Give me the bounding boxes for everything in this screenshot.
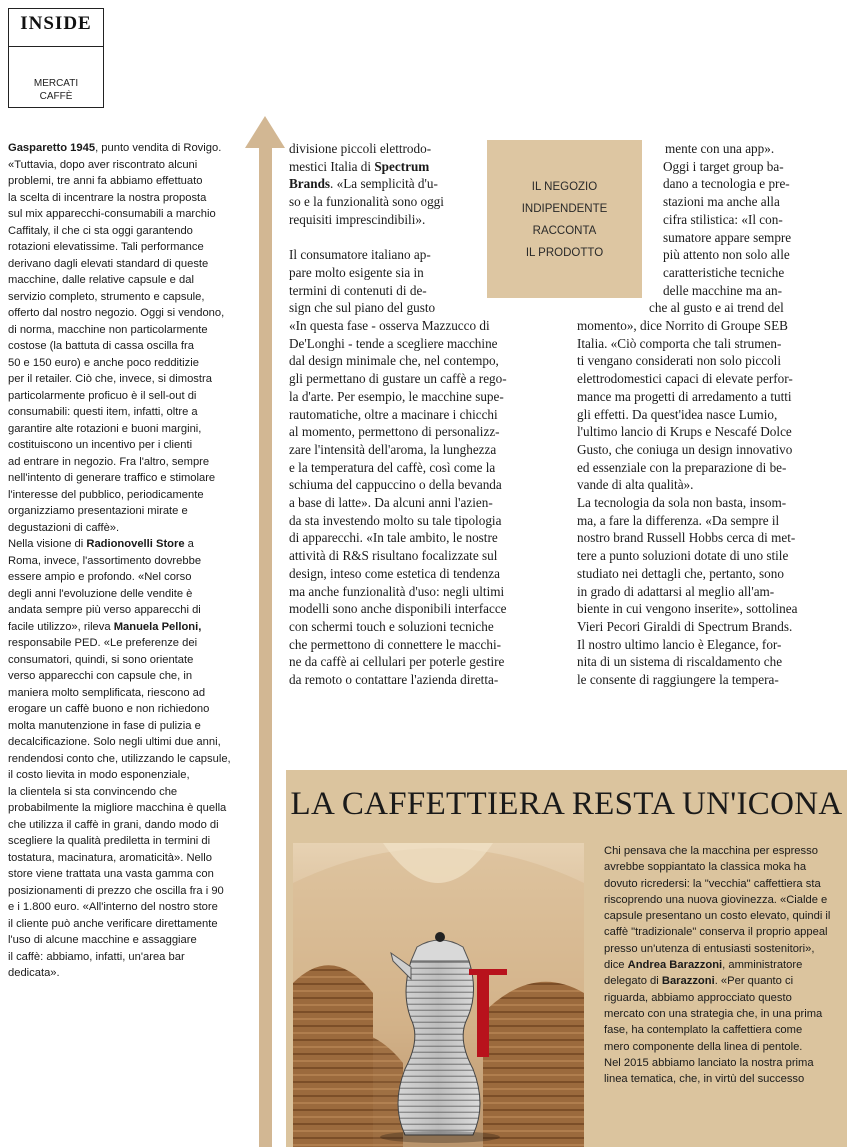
text-line [604,973,847,989]
text-line: con schermi touch e soluzioni tecniche [289,618,494,634]
text-line: pare molto esigente sia in [289,264,424,280]
text-line [8,140,248,157]
text-line: Il consumatore italiano ap- [289,247,431,263]
text-line: mance ma progetti di arredamento a tutti [577,388,792,404]
text-line: dovuto ricredersi: la "vecchia" caffettiera sta [604,877,821,890]
sidebar-box [286,770,847,1147]
text-line: le consente di raggiungere la tempera- [577,672,779,688]
text-line: dano a tecnologia e pre- [663,176,790,192]
text-line: dedicata». [8,967,60,979]
text-line: consumatori, quindi, si sono orientate [8,653,194,666]
text-line: riscoprendo una nuova giovinezza. «Cialde e [604,893,828,906]
text-line: La tecnologia da sola non basta, insom- [577,495,787,511]
text-line: l'uso di alcune macchine e assaggiare [8,934,197,946]
text-line: a base di latte». Da alcuni anni l'azien- [289,495,493,511]
text-line: gli permettano di gustare un caffè a rego- [289,371,507,387]
bold-text: Gasparetto 1945 [8,142,96,154]
text-line: degli anni l'evoluzione delle vendite è [8,587,193,600]
text-run: , punto vendita di Rovigo. [95,142,222,154]
text-line: sul mix apparecchi-consumabili a marchio [8,208,216,220]
text-line: zare l'intensità dell'aroma, la lunghezza [289,441,497,457]
text-line: elettrodomestici capaci di elevate perfor- [577,371,793,387]
text-line: che permettono di connettere le macchi- [289,636,501,652]
text-line: scegliere la qualità prediletta in termini di [8,835,211,847]
text-line: servizio completo, strumento e capsule, [8,290,205,303]
bold-text: Manuela Pelloni, [113,620,202,633]
text-line: ma, a fare la differenza. «Da sempre il [577,512,780,528]
text-line: particolarmente proficuo è il sell-out di [8,389,197,402]
left-column-text [8,140,248,982]
box-headline: LA CAFFETTIERA RESTA UN'ICONA [290,786,843,822]
text-line: ti vengano considerati non solo piccoli [577,353,781,369]
text-line: rendendosi conto che, utilizzando le capsule, [8,752,231,765]
text-line: IL NEGOZIO [531,181,598,193]
text-line: e i 1.800 euro. «All'interno del nostro store [8,901,218,913]
text-run: dice [604,959,628,972]
text-line: momento», dice Norrito di Groupe SEB [577,318,788,334]
text-line: che al gusto e ai trend del [649,300,784,316]
text-run: . «La semplicità d'u- [330,176,438,192]
text-line: rautomatiche, oltre a macinare i chicchi [289,406,498,422]
text-line: garantire alte rotazioni e buoni margini, [8,422,202,435]
text-line: mero componente della linea di pentole. [604,1040,803,1053]
text-line: «Tuttavia, dopo aver riscontrato alcuni [8,158,198,171]
bold-text: Spectrum [374,158,430,174]
box-text [604,843,847,1087]
text-line: da sta investendo molto su tale tipologia [289,512,502,528]
text-line: il costo lievita in modo esponenziale, [8,769,190,781]
text-line: di apparecchi. «In tale ambito, le nostre [289,530,498,546]
text-line: stazioni ma anche alla [663,194,780,210]
text-line: Chi pensava che la macchina per espresso [604,845,818,857]
text-line: so e la funzionalità sono oggi [289,194,444,210]
text-line: IL PRODOTTO [525,247,604,259]
text-line: mente con una app». [665,141,775,156]
text-line: il caffè: abbiamo, infatti, un'area bar [8,950,185,963]
text-line: erogare un caffè buono e non richiedono [8,703,210,715]
arrow-shaft [259,146,272,1147]
text-line: tere a punto soluzioni dotate di uno stile [577,548,789,564]
text-line: in grado di adattarsi al meglio all'am- [577,583,775,599]
text-run: . «Per quanto ci [714,975,794,988]
text-line: l'interesse del pubblico, periodicamente [8,488,204,501]
text-line: Gusto, che coniuga un design innovativo [577,441,793,457]
text-line: e la temperatura del caffè, così come la [289,459,496,475]
bold-text: Andrea Barazzoni [627,959,723,972]
text-line: rotazioni elevatissime. Tali performance [8,241,204,253]
header-divider [9,46,103,47]
text-line: costose (la battuta di cassa oscilla fra [8,340,194,352]
text-line: 50 e 150 euro) e anche poco redditizie [8,356,199,369]
up-arrow-icon [245,116,285,148]
text-line: dal design minimale che, nel contempo, [289,353,499,369]
text-line: derivano dagli elevati standard di queste [8,257,209,270]
subtitle-line: CAFFÈ [39,91,73,102]
text-line: fase, ha contemplato la caffettiera come [604,1024,803,1037]
text-line: Oggi i target group ba- [663,158,784,174]
text-line: gli effetti. Da quest'idea nasce Lumio, [577,406,778,422]
text-line: Italia. «Ciò comporta che tali strumen- [577,335,782,351]
text-line: per il retailer. Ciò che, invece, si dimostra [8,373,212,385]
moka-pot-photo [293,843,584,1147]
text-line: Vieri Pecori Giraldi di Spectrum Brands. [577,618,793,634]
text-line: ad entrare in negozio. Fra l'altro, sempre [8,455,210,468]
text-line: costituiscono un incentivo per i clienti [8,439,193,451]
text-line: RACCONTA [532,225,597,237]
text-line: Il nostro ultimo lancio è Elegance, for- [577,636,782,652]
text-line: termini di contenuti di de- [289,282,427,298]
text-run: , amministratore [722,959,803,972]
text-line: probabilmente la migliore macchina è quella [8,802,227,814]
section-title: INSIDE [20,13,92,34]
text-line: design, inteso come estetica di tendenza [289,565,500,581]
text-line: organizziamo presentazioni mirate e [8,505,188,517]
right-column-text [577,140,847,689]
text-line: INDIPENDENTE [521,203,608,215]
text-line: attività di R&S risultano focalizzate sul [289,548,498,564]
text-line: nell'intento di generare traffico e stimolare [8,472,216,484]
text-line: presso un'utenza di entusiasti sostenitori», [604,942,815,955]
text-line: nostro brand Russell Hobbs cerca di met- [577,530,796,546]
text-line: caffè "tradizionale" conserva il proprio appeal [604,926,828,939]
text-line: studiato nei dettagli che, pertanto, sono [577,565,784,581]
subtitle-line: MERCATI [33,78,79,89]
text-run: Nella visione di [8,538,87,550]
text-line: degustazioni di caffè». [8,521,120,534]
text-line: che utilizza il caffè in grani, dando modo di [8,818,219,831]
text-line: il cliente può anche verificare direttamente [8,917,218,930]
text-line: posizionamenti di prezzo che oscilla fra i 90 [8,884,224,897]
text-line: maniera molto semplificata, riescono ad [8,686,206,699]
text-line: avrebbe soppiantato la classica moka ha [604,861,807,874]
text-line: biente in cui vengono inserite», sottolinea [577,601,798,617]
text-line: Nel 2015 abbiamo lanciato la nostra prima [604,1056,814,1069]
section-header [8,8,104,108]
text-line: riguarda, abbiamo approcciato questo [604,991,792,1004]
text-line: ed essenziale con la preparazione di be- [577,459,787,475]
text-run: a [184,538,194,550]
bold-text: Radionovelli Store [86,538,185,550]
text-line: di norma, macchine non particolarmente [8,323,208,336]
text-line: Roma, invece, l'assortimento dovrebbe [8,554,202,567]
bold-text: Barazzoni [661,975,715,988]
text-line: Caffitaly, il che ci sta oggi garantendo [8,224,193,237]
text-line: molta manutenzione in fase di pulizia e [8,719,201,732]
bold-text: Brands [289,176,331,192]
text-line: cifra stilistica: «Il con- [663,211,783,227]
text-line: consumabili: questi item, infatti, oltre a [8,406,198,418]
text-line: De'Longhi - tende a scegliere macchine [289,335,498,351]
text-line: più attento non solo alle [663,247,790,263]
text-line: problemi, tre anni fa abbiamo effettuato [8,175,203,187]
text-line: la clientela si sta convincendo che [8,785,178,798]
text-line: sign che sul piano del gusto [289,300,436,316]
text-line: macchine, dalle relative capsule e dal [8,274,194,286]
text-line: verso apparecchi con capsule che, in [8,670,193,682]
text-line: ne da caffè ai cellulari per poterle gestire [289,654,505,670]
text-line: responsabile PED. «Le preferenze dei [8,637,198,649]
text-line: mercato con una strategia che, in una prima [604,1007,823,1020]
text-line: nita di un sistema di riscaldamento che [577,654,783,670]
text-line: tostatura, macinatura, aromaticità». Nello [8,851,212,864]
text-line: la d'arte. Per esempio, le macchine supe- [289,388,504,404]
text-line: «In questa fase - osserva Mazzucco di [289,318,490,334]
text-line: da remoto o contattare l'azienda diretta- [289,672,499,688]
text-line [8,619,248,636]
text-line: andata sempre più verso apparecchi di [8,604,201,616]
text-line: decalcificazione. Solo negli ultimi due anni, [8,736,221,748]
text-line: caratteristiche tecniche [663,264,785,280]
text-line: la scelta di incentrare la nostra proposta [8,191,207,204]
text-line: al momento, permettono di personalizz- [289,424,500,440]
text-line: l'ultimo lancio di Krups e Nescafé Dolce [577,424,792,440]
text-line [8,536,248,553]
text-line: modelli sono anche disponibili interfacce [289,601,507,617]
text-line: delle macchine ma an- [663,282,782,298]
text-line: requisiti imprescindibili». [289,211,426,227]
text-run: mestici Italia di [289,158,375,174]
text-line: schiuma del cappuccino o della bevanda [289,477,502,493]
text-run: delegato di [604,975,662,988]
text-line: divisione piccoli elettrodo- [289,141,432,156]
text-line: vande di alta qualità». [577,477,694,493]
text-line: ma anche funzionalità d'uso: negli ultimi [289,583,505,599]
text-line: capsule presentano un costo elevato, quindi il [604,910,831,923]
section-subtitle [9,77,103,103]
text-line: sumatore appare sempre [663,229,792,245]
text-line: essere ampio e profondo. «Nel corso [8,571,192,583]
text-line: linea tematica, che, in virtù del successo [604,1073,805,1086]
text-run: facile utilizzo», rileva [8,620,114,633]
text-line [604,957,847,973]
text-line: store viene trattata una vasta gamma con [8,868,214,880]
text-line: offerto dal nostro negozio. Oggi si vendono, [8,307,225,319]
